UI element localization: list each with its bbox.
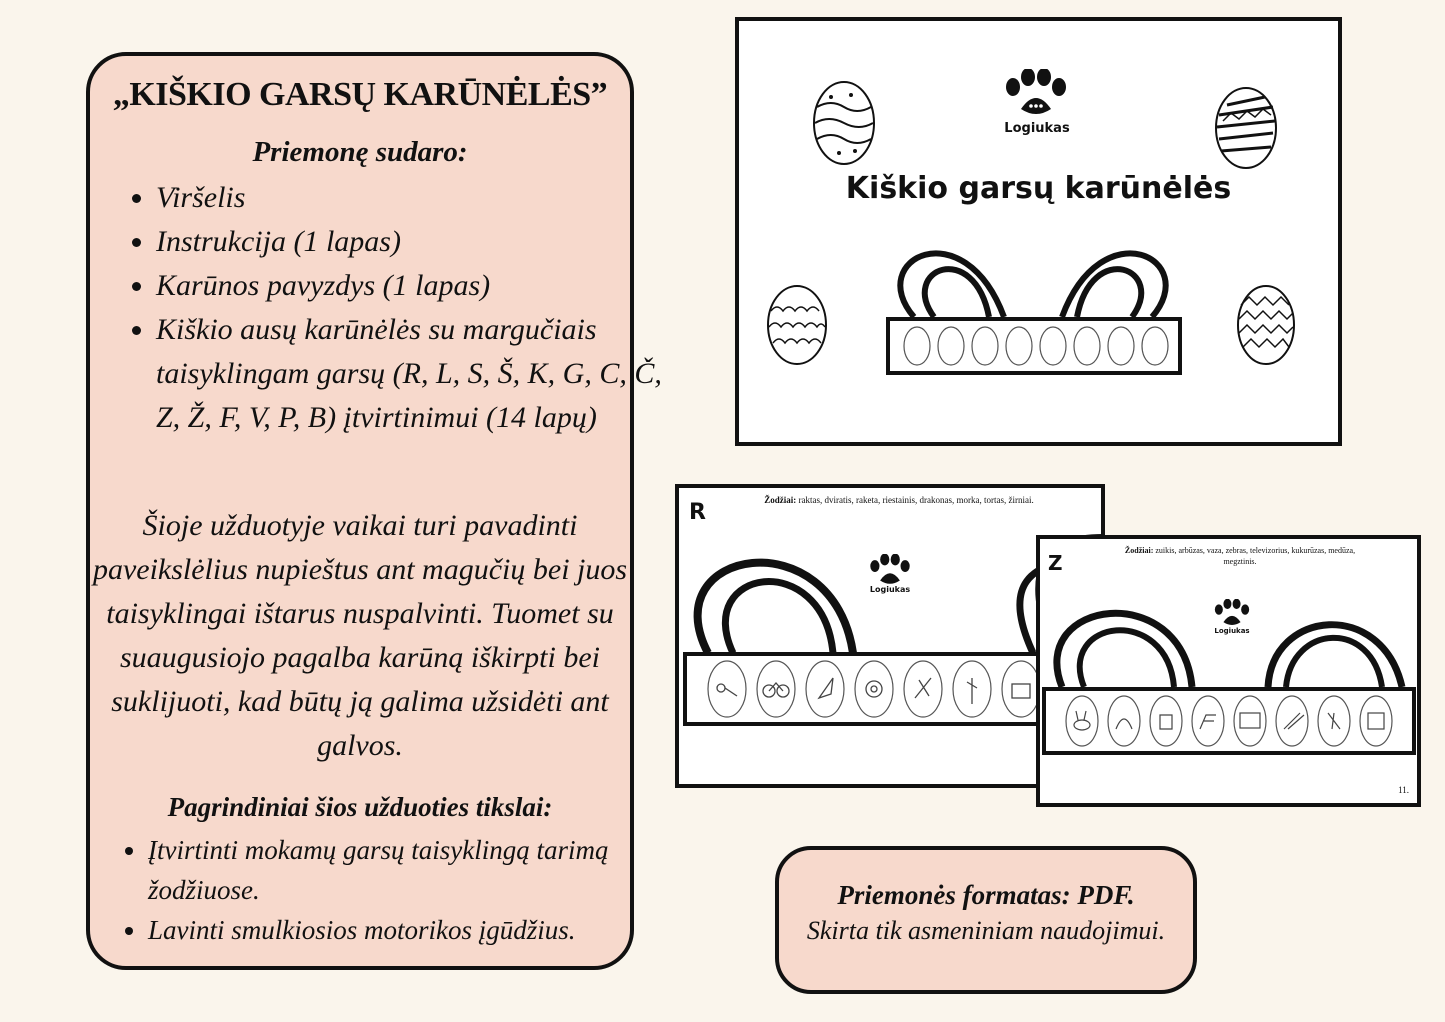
brand-name: Logiukas: [869, 585, 911, 594]
goals-heading: Pagrindiniai šios užduoties tikslai:: [167, 792, 553, 822]
list-item: • Karūnos pavyzdys (1 lapas): [156, 264, 666, 308]
format-info-box: [775, 846, 1197, 994]
sound-letter: R: [689, 500, 706, 525]
words-line: [719, 494, 1079, 506]
easter-egg-icon: [1235, 283, 1297, 367]
words-text-line2: megztinis.: [1223, 557, 1257, 566]
description-panel: [86, 52, 662, 970]
bunny-crown-illustration: [1042, 579, 1417, 759]
brand-name: Logiukas: [1004, 121, 1070, 136]
page-preview-z: [1036, 535, 1421, 807]
panel-title: „KIŠKIO GARSŲ KARŪNĖLĖS”: [112, 76, 608, 113]
usage-note: Skirta tik asmeniniam naudojimui.: [806, 916, 1166, 945]
easter-egg-icon: [765, 283, 829, 367]
list-item: • Įtvirtinti mokamų garsų taisyklingą tarimą žodžiuose.: [148, 830, 668, 910]
list-item: • Viršelis: [156, 176, 666, 220]
description-text: Šioje užduotyje vaikai turi pavadinti paveikslėlius nupieštus ant magučių bei juos taisyklingai ištarus nuspalvinti. Tuomet su suaugusiojo pagalba karūną iškirpti bei suklijuoti, kad būtų ją galima užsidėti ant galvos.: [92, 509, 628, 762]
brand-name: Logiukas: [1214, 627, 1250, 635]
page-number: 11.: [1398, 785, 1409, 795]
words-label: Žodžiai:: [764, 495, 797, 505]
list-item: • Instrukcija (1 lapas): [156, 220, 666, 264]
words-label: Žodžiai:: [1124, 546, 1154, 555]
format-label: Priemonės formatas: PDF.: [837, 880, 1135, 910]
bunny-crown-illustration: [884, 229, 1184, 379]
goals-list: [112, 830, 668, 950]
cover-title: Kiškio garsų karūnėlės: [845, 171, 1232, 206]
easter-egg-icon: [1213, 85, 1279, 171]
easter-egg-icon: [811, 79, 877, 167]
words-text: raktas, dviratis, raketa, riestainis, drakonas, morka, tortas, žirniai.: [796, 495, 1034, 505]
words-text: zuikis, arbūzas, vaza, zebras, televizorius, kukurūzas, medūza,: [1153, 546, 1356, 555]
words-line: [1080, 545, 1400, 567]
cover-preview: [735, 17, 1342, 446]
components-heading: Priemonę sudaro:: [252, 136, 468, 168]
sound-letter: Z: [1048, 551, 1063, 575]
components-list: [120, 176, 666, 440]
list-item: • Lavinti smulkiosios motorikos įgūdžius.: [148, 910, 668, 950]
paw-logo-icon: [1001, 69, 1071, 117]
list-item: • Kiškio ausų karūnėlės su margučiais taisyklingam garsų (R, L, S, Š, K, G, C, Č, Z, Ž, F, V, P, B) įtvirtinimui (14 lapų): [156, 308, 666, 440]
